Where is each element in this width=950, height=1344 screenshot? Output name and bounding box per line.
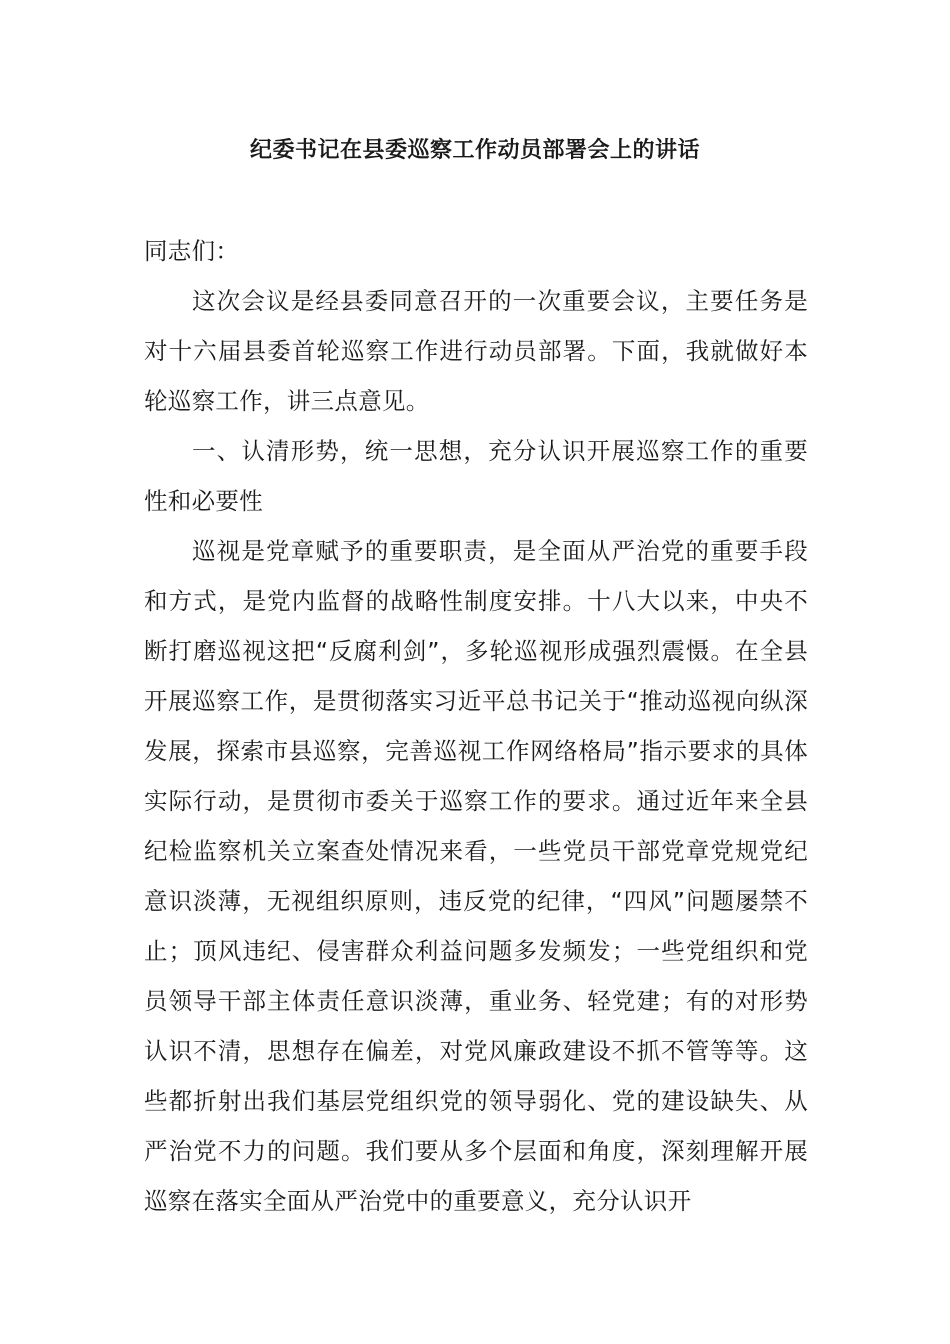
section-heading-one: 一、认清形势，统一思想，充分认识开展巡察工作的重要性和必要性 bbox=[144, 437, 808, 515]
salutation: 同志们： bbox=[144, 237, 240, 265]
paragraph-intro: 这次会议是经县委同意召开的一次重要会议，主要任务是对十六届县委首轮巡察工作进行动员部署。下面，我就做好本轮巡察工作，讲三点意见。 bbox=[144, 287, 808, 415]
paragraph-body: 巡视是党章赋予的重要职责，是全面从严治党的重要手段和方式，是党内监督的战略性制度安排。十八大以来，中央不断打磨巡视这把“反腐利剑”，多轮巡视形成强烈震慑。在全县开展巡察工作，是贯彻落实习近平总书记关于“推动巡视向纵深发展，探索市县巡察，完善巡视工作网络格局”指示要求的具体实际行动，是贯彻市委关于巡察工作的要求。通过近年来全县纪检监察机关立案查处情况来看，一些党员干部党章党规党纪意识淡薄，无视组织原则，违反党的纪律，“四风”问题屡禁不止；顶风违纪、侵害群众利益问题多发频发；一些党组织和党员领导干部主体责任意识淡薄，重业务、轻党建；有的对形势认识不清，思想存在偏差，对党风廉政建设不抓不管等等。这些都折射出我们基层党组织党的领导弱化、党的建设缺失、从严治党不力的问题。我们要从多个层面和角度，深刻理解开展巡察在落实全面从严治党中的重要意义，充分认识开 bbox=[144, 537, 808, 1215]
document-title: 纪委书记在县委巡察工作动员部署会上的讲话 bbox=[249, 138, 700, 163]
document-body bbox=[144, 226, 808, 1226]
